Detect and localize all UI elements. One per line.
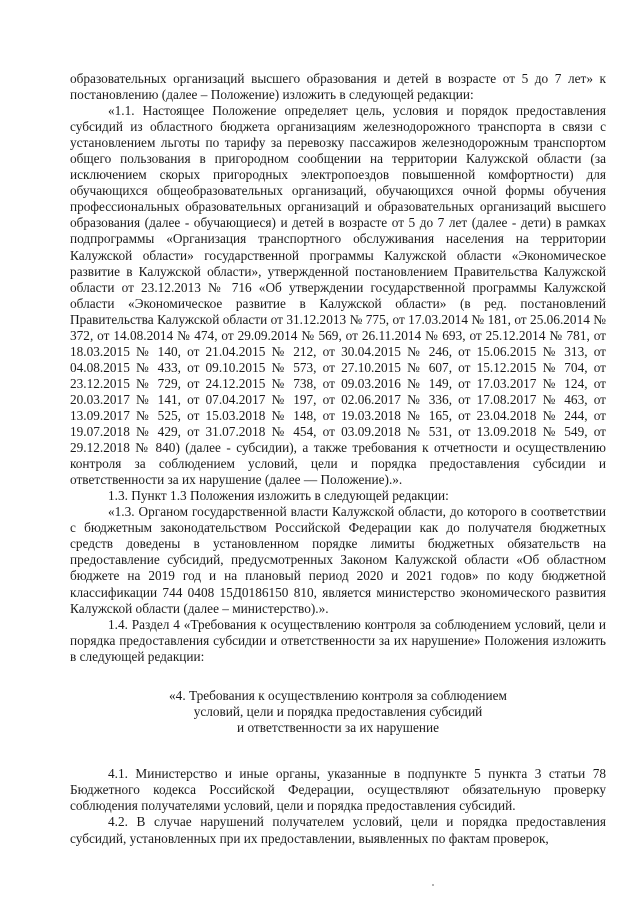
paragraph-1-1: «1.1. Настоящее Положение определяет цель, условия и порядок предоставления субсидий из областного бюджета организациям железнодорожного транспорта в связи с установлением льготы по тарифу за перевозку пассажиров железнодорожным транспортом общего пользования в пригородном сообщении на территории Калужской области (за исключением скорых пригородных электропоездов повышенной комфортности) для обучающихся общеобразовательных организаций, обучающихся очной формы обучения профессиональных образовательных организаций и образовательных организаций высшего образования (далее - обучающиеся) и детей в возрасте от 5 до 7 лет (далее - дети) в рамках подпрограммы «Организация транспортного обслуживания населения на территории Калужской области» государственной программы Калужской области «Экономическое развитие в Калужской области», утвержденной постановлением Правительства Калужской области от 23.12.2013 № 716 «Об утверждении государственной программы Калужской области «Экономическое развитие в Калужской области» (в ред. постановлений Правительства Калужской области от 31.12.2013 № 775, от 17.03.2014 № 181, от 25.06.2014 № 372, от 14.08.2014 № 474, от 29.09.2014 № 569, от 26.11.2014 № 693, от 25.12.2014 № 781, от 18.03.2015 № 140, от 21.04.2015 № 212, от 30.04.2015 № 246, от 15.06.2015 № 313, от 04.08.2015 № 433, от 09.10.2015 № 573, от 27.10.2015 № 607, от 15.12.2015 № 704, от 23.12.2015 № 729, от 24.12.2015 № 738, от 09.03.2016 № 149, от 17.03.2017 № 124, от 20.03.2017 № 141, от 07.04.2017 № 197, от 02.06.2017 № 336, от 17.08.2017 № 463, от 13.09.2017 № 525, от 15.03.2018 № 148, от 19.03.2018 № 165, от 23.04.2018 № 244, от 19.07.2018 № 429, от 31.07.2018 № 454, от 03.09.2018 № 531, от 13.09.2018 № 549, от 29.12.2018 № 840) (далее - субсидии), а также требования к отчетности и осуществлению контроля за соблюдением условий, цели и порядка предоставления субсидии и ответственности за их нарушение (далее — Положение).».	[70, 103, 606, 488]
paragraph-4-2: 4.2. В случае нарушений получателем условий, цели и порядка предоставления субсидий, установленных при их предоставлении, выявленных по фактам проверок,	[70, 814, 606, 846]
document-body	[70, 71, 606, 847]
paragraph-1-3-intro: 1.3. Пункт 1.3 Положения изложить в следующей редакции:	[108, 488, 449, 504]
heading-line-1: «4. Требования к осуществлению контроля за соблюдением	[169, 687, 507, 703]
paragraph-4-1: 4.1. Министерство и иные органы, указанные в подпункте 5 пункта 3 статьи 78 Бюджетного кодекса Российской Федерации, осуществляют обязательную проверку соблюдения получателями условий, цели и порядка предоставления субсидий.	[70, 766, 606, 814]
paragraph-continuation: образовательных организаций высшего образования и детей в возрасте от 5 до 7 лет» к постановлению (далее – Положение) изложить в следующей редакции:	[70, 71, 606, 103]
paragraph-1-3: «1.3. Органом государственной власти Калужской области, до которого в соответствии с бюджетным законодательством Российской Федерации как до получателя бюджетных средств доведены в установленном порядке лимиты бюджетных обязательств на предоставление субсидий, предусмотренных Законом Калужской области «Об областном бюджете на 2019 год и на плановый период 2020 и 2021 годов» по коду бюджетной классификации 744 0408 15Д0186150 810, является министерство экономического развития Калужской области (далее – министерство).».	[70, 504, 606, 616]
paragraph-1-4: 1.4. Раздел 4 «Требования к осуществлению контроля за соблюдением условий, цели и порядка предоставления субсидии и ответственности за их нарушение» Положения изложить в следующей редакции:	[70, 616, 606, 664]
scan-speck	[432, 884, 434, 886]
heading-line-3: и ответственности за их нарушение	[237, 720, 439, 736]
heading-line-2: условий, цели и порядка предоставления субсидий	[193, 703, 483, 719]
section-4-heading	[70, 688, 606, 737]
